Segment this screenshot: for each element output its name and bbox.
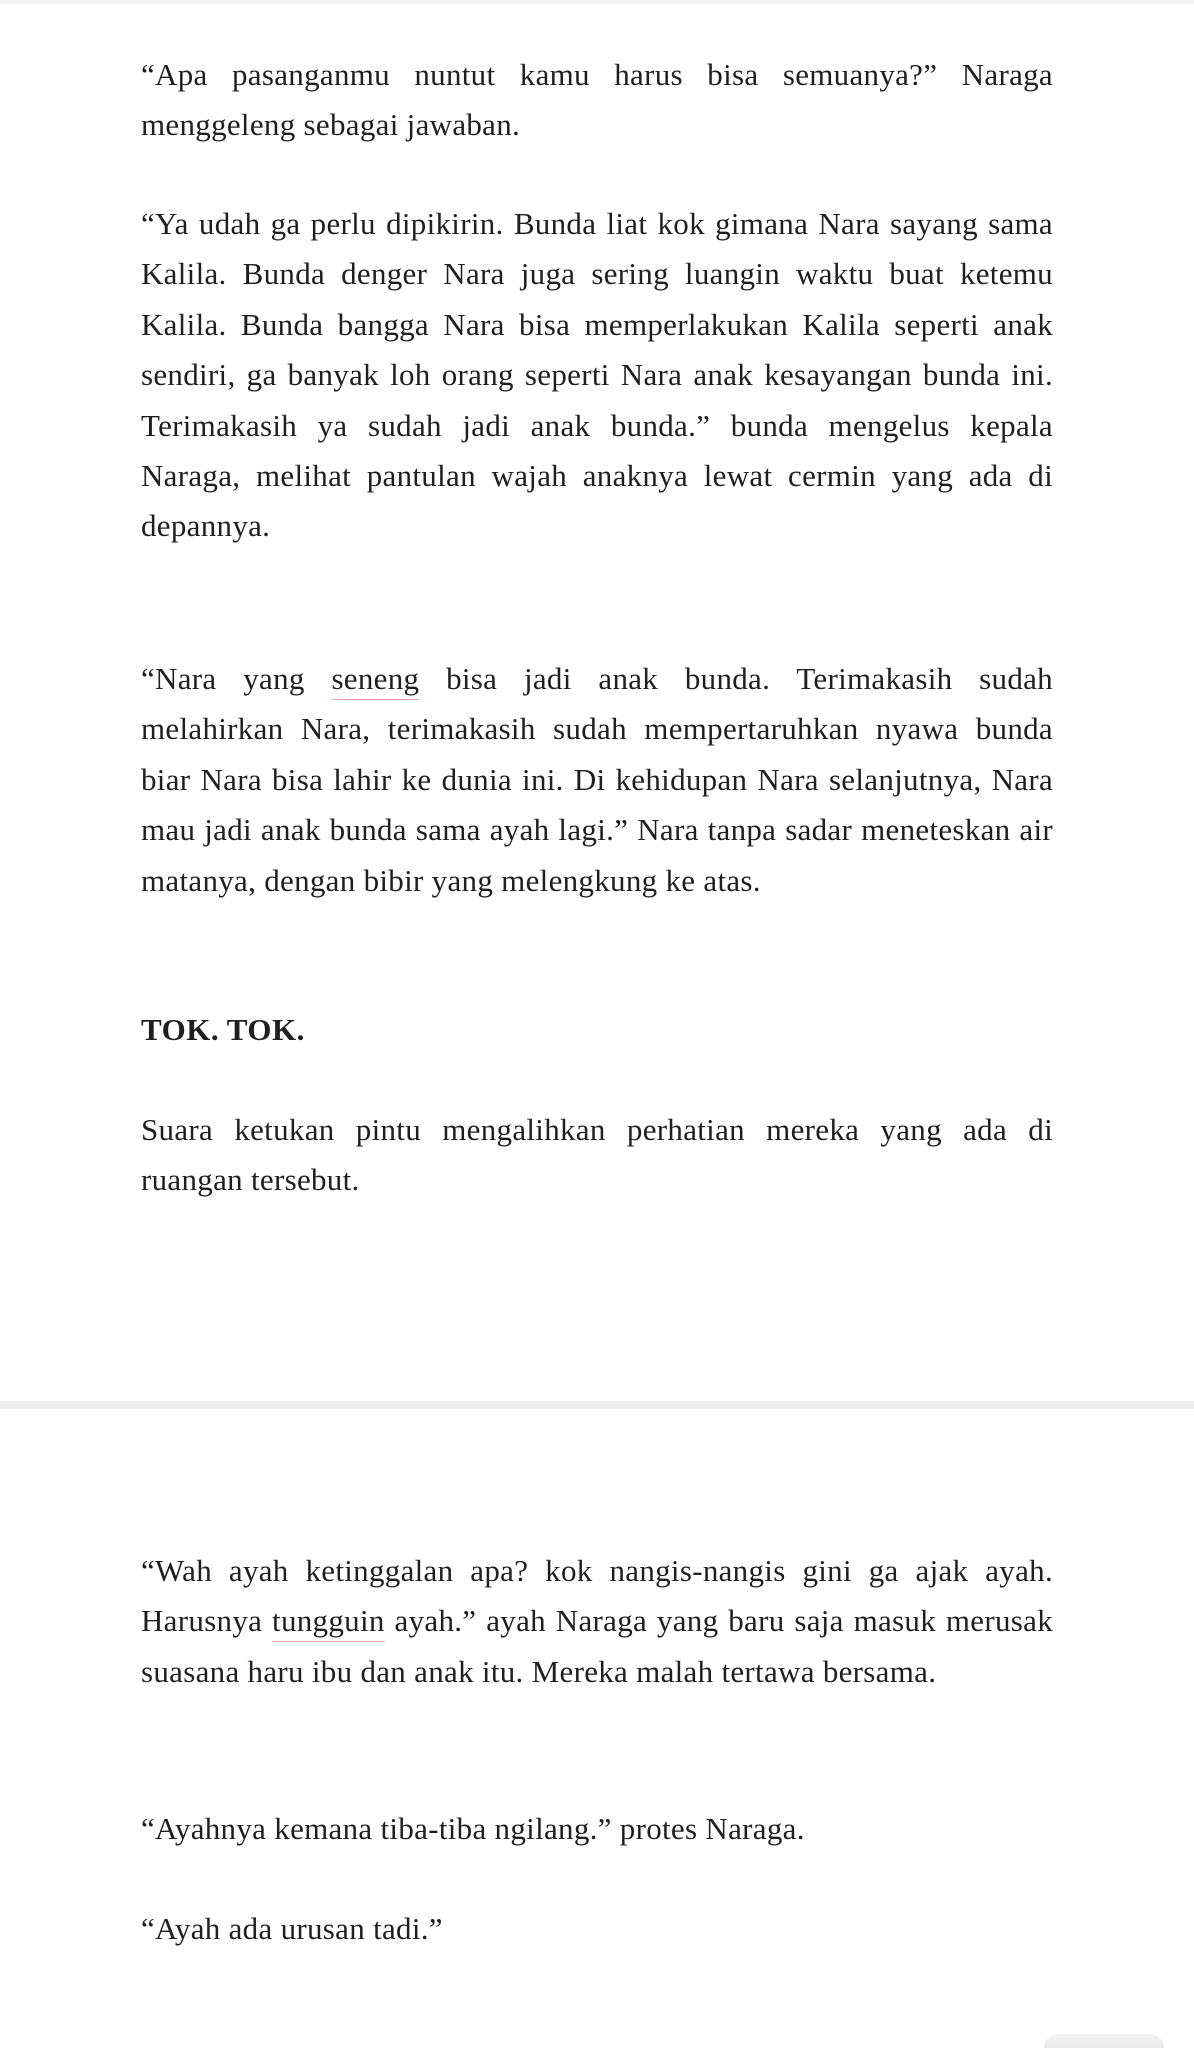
paragraph-5-text-end: ayah.” ayah Naraga yang baru saja masuk merusak suasana haru ibu dan anak itu. Mereka malah tertawa bersama. <box>141 1603 1053 1689</box>
paragraph-2-text: “Ya udah ga perlu dipikirin. Bunda liat kok gimana Nara sayang sama Kalila. Bunda denger Nara juga sering luangin waktu buat ketemu Kalila. Bunda bangga Nara bisa memperlakukan Kalila seperti anak sendiri, ga banyak loh orang seperti Nara anak kesayangan bunda ini. Terimakasih ya sudah jadi anak bunda.” bunda mengelus kepala Naraga, melihat pantulan wajah anaknya lewat cermin yang ada di depannya. <box>141 206 1053 544</box>
spellcheck-marked-word-2[interactable]: tungguin <box>272 1603 385 1639</box>
paragraph-7 <box>141 1904 1053 1954</box>
paragraph-6-text: “Ayahnya kemana tiba-tiba ngilang.” protes Naraga. <box>141 1811 805 1846</box>
sound-effect-heading: TOK. TOK. <box>141 1012 305 1047</box>
paragraph-3-text-end: bisa jadi anak bunda. Terimakasih sudah melahirkan Nara, terimakasih sudah mempertaruhkan nyawa bunda biar Nara bisa lahir ke dunia ini. Di kehidupan Nara selanjutnya, Nara mau jadi anak bunda sama ayah lagi.” Nara tanpa sadar meneteskan air matanya, dengan bibir yang melengkung ke atas. <box>141 661 1053 898</box>
paragraph-4-text: Suara ketukan pintu mengalihkan perhatian mereka yang ada di ruangan tersebut. <box>141 1112 1053 1198</box>
paragraph-2 <box>141 199 1053 552</box>
page-curl-shadow <box>1044 2034 1164 2048</box>
paragraph-6 <box>141 1804 1053 1854</box>
paragraph-1-text: “Apa pasanganmu nuntut kamu harus bisa semuanya?” Naraga menggeleng sebagai jawaban. <box>141 57 1053 143</box>
paragraph-3-text-start: “Nara yang <box>141 661 332 696</box>
paragraph-4 <box>141 1105 1053 1206</box>
page-break <box>0 1401 1194 1409</box>
paragraph-1 <box>141 50 1053 151</box>
paragraph-5 <box>141 1546 1053 1697</box>
paragraph-7-text: “Ayah ada urusan tadi.” <box>141 1911 443 1946</box>
paragraph-3 <box>141 654 1053 906</box>
top-divider <box>0 0 1194 4</box>
paragraph-5-text-start: “Wah ayah ketinggalan apa? kok nangis-nangis gini ga ajak ayah. Harusnya <box>141 1553 1053 1639</box>
spellcheck-marked-word[interactable]: seneng <box>331 661 420 696</box>
